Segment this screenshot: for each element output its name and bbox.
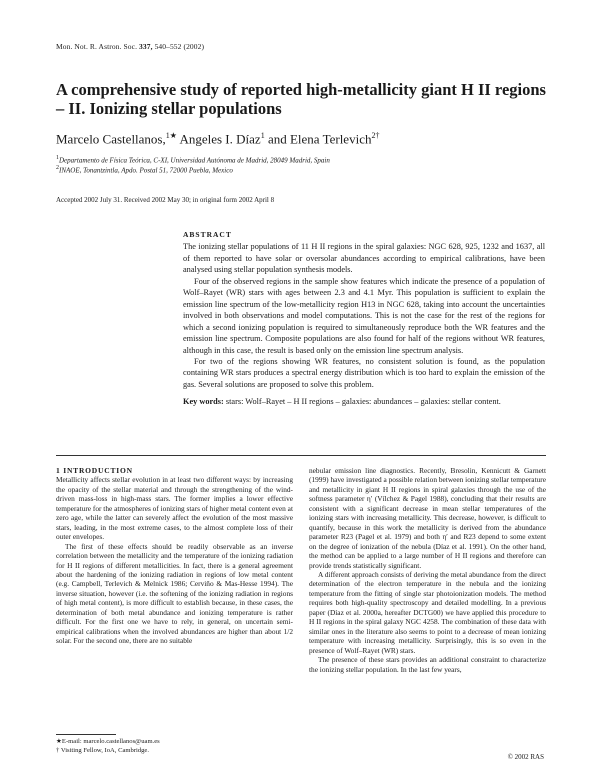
copyright: © 2002 RAS [507,753,544,761]
journal-header: Mon. Not. R. Astron. Soc. 337, 540–552 (2002) [56,42,205,51]
volume-number: 337, [139,42,153,51]
body-paragraph: Metallicity affects stellar evolution in at least two different ways: by increasing the opacity of the stellar material and through the strengthening of the wind-driven mass-loss in high-mass stars. The former implies a lower effective temperature for the atmospheres of ionizing stars of higher metal content even at zero age, while the latter can severely affect the evolution of the most massive stars, leading, in the most extreme cases, to the almost complete loss of their outer envelopes. [56,475,293,542]
section-heading: 1 INTRODUCTION [56,466,133,475]
abstract-paragraph: Four of the observed regions in the sample show features which indicate the presence of a population of Wolf–Rayet (WR) stars with ages between 2.3 and 4.1 Myr. This population is sufficient to explain the emission line spectrum of the low-metallicity region H13 in NGC 628, taking into account the uncertainties involved in both observations and model computations. This is not the case for the rest of the regions for which a second ionizing population is required to simultaneously reproduce both the WR features and the emission line spectrum. Composite populations are also found for half of the regions without WR features, although in this case, the result is based only on the emission line spectrum analysis. [183,276,545,355]
abstract-paragraph: The ionizing stellar populations of 11 H II regions in the spiral galaxies: NGC 628, 925, 1232 and 1637, all of them reported to have solar or oversolar abundances according to empirical calibrations, have been analysed using stellar population synthesis models. [183,242,545,275]
left-column [56,466,293,646]
footnote-email: ★E-mail: marcelo.castellanos@uam.es [56,738,160,745]
abstract [183,229,545,408]
section-divider [56,455,546,456]
right-column [309,466,546,674]
body-paragraph: The presence of these stars provides an additional constraint to characterize the ionizing stellar population. In the last few years, [309,655,546,674]
affiliation-2: $^2$INAOE, Tonantzintla, Apdo. Postal 51, 72000 Puebla, Mexico [56,165,233,175]
abstract-heading: ABSTRACT [183,230,232,239]
accepted-dates: Accepted 2002 July 31. Received 2002 May 30; in original form 2002 April 8 [56,196,275,204]
footnotes [56,738,293,755]
abstract-paragraph: For two of the regions showing WR features, no consistent solution is found, as the population containing WR stars produces a spectral energy distribution which is too hard to explain the emission of the gas. Several solutions are proposed to solve this problem. [183,356,545,389]
affiliation-1: $^1$Departamento de Física Teórica, C-XI, Universidad Autónoma de Madrid, 28049 Madrid, Spain [56,155,330,165]
author-list: Marcelo Castellanos,$^{1★}$ Angeles I. Díaz$^1$ and Elena Terlevich$^{2\dagger}$ [56,131,380,147]
paper-title: A comprehensive study of reported high-metallicity giant H II regions – II. Ionizing stellar populations [56,80,546,118]
body-paragraph: nebular emission line diagnostics. Recently, Bresolin, Kennicutt & Garnett (1999) have investigated a possible relation between ionizing stellar temperature and metallicity in giant H II regions in spiral galaxies through the use of the softness parameter η′ (Vílchez & Pagel 1988), concluding that their results are consistent with a significant decrease in mean stellar temperatures of the ionizing stars with increasing metallicity. This decrease, however, is difficult to quantify, because in this work the metallicity is derived from the abundance parameter R23 (Pagel et al. 1979) and both η′ and R23 depend to some extent on the degree of ionization of the nebula (Díaz et al. 1991). On the other hand, the method can be applied to a large number of H II regions and therefore can provide trends statistically significant. [309,466,546,570]
footnote-divider [56,734,116,735]
body-paragraph: The first of these effects should be readily observable as an inverse correlation between the metallicity and the temperature of the ionizing radiation for H II regions of different metallicities. In fact, there is a general agreement about the hardening of the ionizing radiation in regions of low metal content (e.g. Campbell, Terlevich & Melnick 1986; Cerviño & Mas-Hesse 1994). The inverse situation, however (i.e. the softening of the ionizing radiation in regions of high metal content), is more difficult to establish because, in these cases, the determination of both metal abundance and ionizing temperature is rather difficult. For the first one we have to rely, in general, on uncertain semi-empirical calibrations when the involved abundances are higher than about 1/2 solar. For the second one, there are no suitable [56,541,293,646]
body-paragraph: A different approach consists of deriving the metal abundance from the direct determination of the electron temperature in the nebula and the ionizing temperature from the fitting of single star photoionization models. The method requires both high-quality spectroscopy and detailed modelling. In a previous paper (Díaz et al. 2000a, hereafter DCTG00) we have applied this procedure to H II regions in the spiral galaxy NGC 4258. The combination of these data with similar ones in the literature also seems to point to a decrease of mean ionizing temperature with increasing metallicity. Surprisingly, this is so even in the presence of Wolf–Rayet (WR) stars. [309,569,546,655]
footnote-visiting: † Visiting Fellow, IoA, Cambridge. [56,746,150,754]
keywords: Key words: stars: Wolf–Rayet – H II regions – galaxies: abundances – galaxies: stellar content. [183,397,501,407]
